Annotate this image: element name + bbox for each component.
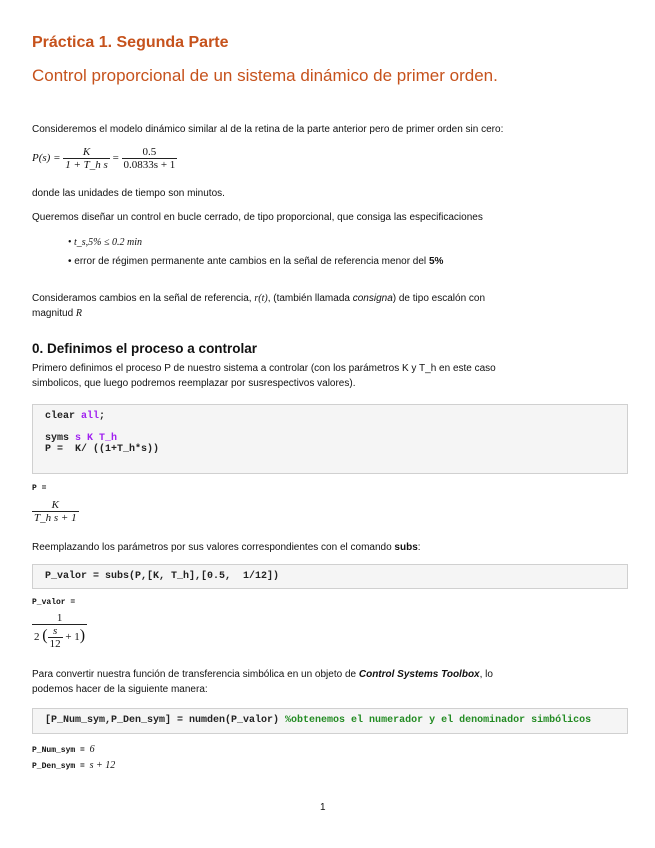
section-0-line2: simbolicos, que luego podremos reemplazar por susrespectivos valores). (32, 378, 356, 389)
ref-line2: magnitud (32, 308, 76, 319)
section-0-text (32, 361, 622, 391)
subs-text-pre: Reemplazando los parámetros por sus valores correspondientes con el comando (32, 542, 395, 553)
output-pvalor-fraction (32, 612, 87, 650)
output-p-value (32, 499, 622, 524)
eq-num2: 0.5 (142, 146, 157, 158)
pvalor-inner-fraction (48, 625, 63, 650)
output-pvalor-den: 2 ( $\frac{s}{12}$ + 1) (34, 625, 86, 650)
pvalor-fnum: s (52, 625, 58, 637)
output-num-label: P_Num_sym = (32, 746, 85, 755)
reference-text (32, 291, 622, 321)
subs-text (32, 540, 622, 555)
ref-r: r(t) (254, 293, 268, 304)
eq-den2: 0.0833s + 1 (123, 159, 176, 171)
goal-text: Queremos diseñar un control en bucle cerrado, de tipo proporcional, que consiga las especificaciones (32, 212, 483, 223)
output-num-value: 6 (89, 744, 95, 755)
eq-fraction-symbolic (63, 146, 110, 171)
code1-syms: syms (45, 433, 76, 444)
code1-all: all (81, 411, 100, 422)
code1-semicolon: ; (99, 411, 106, 422)
ref-post: ) de tipo escalón con (392, 293, 486, 304)
ref-pre: Consideramos cambios en la señal de referencia, (32, 293, 255, 304)
spec-error-text: error de régimen permanente ante cambios en la señal de referencia menor del (74, 256, 429, 267)
subs-text-post: : (417, 542, 421, 553)
ref-R: R (75, 308, 83, 319)
pvalor-lead: 2 (34, 631, 40, 644)
ref-mid: , (también llamada (267, 293, 353, 304)
eq-lhs: P(s) = (32, 152, 61, 165)
units-text: donde las unidades de tiempo son minutos. (32, 188, 225, 199)
output-pvalor-num: 1 (56, 612, 63, 624)
output-den-value: s + 12 (89, 760, 116, 771)
code-cell-2[interactable]: P_valor = subs(P,[K, T_h],[0.5, 1/12]) (32, 564, 628, 589)
pvalor-tail: + 1 (65, 631, 80, 644)
code-cell-3[interactable] (32, 708, 628, 734)
code3-comment: %obtenemos el numerador y el denominador simbólicos (285, 715, 592, 726)
code1-p-def: P = K/ ((1+T_h*s)) (45, 444, 160, 455)
output-pvalor-label: P_valor = (32, 598, 76, 607)
page-number: 1 (320, 802, 326, 813)
page-title: Práctica 1. Segunda Parte (32, 34, 229, 51)
code1-syms-args: s K T_h (75, 433, 118, 444)
subs-command: subs (394, 542, 418, 553)
section-0-line1: Primero definimos el proceso P de nuestro sistema a controlar (con los parámetros K y T_h en este caso (32, 363, 496, 374)
code3-statement: [P_Num_sym,P_Den_sym] = numden(P_valor) (45, 715, 286, 726)
equation-transfer-function (32, 146, 622, 171)
eq-num1: K (82, 146, 91, 158)
convert-text (32, 667, 622, 697)
spec-settling-time: t_s,5% ≤ 0.2 min (74, 237, 143, 248)
convert-pre: Para convertir nuestra función de transferencia simbólica en un objeto de (32, 669, 359, 680)
convert-post: , lo (479, 669, 493, 680)
output-p-num: K (51, 499, 59, 511)
intro-text: Consideremos el modelo dinámico similar al de la retina de la parte anterior pero de primer orden sin cero: (32, 124, 504, 135)
output-p-fraction (32, 499, 79, 524)
section-0-heading: 0. Definimos el proceso a controlar (32, 341, 258, 356)
output-num-line (32, 744, 95, 755)
eq-fraction-numeric (122, 146, 178, 171)
output-den-line (32, 760, 115, 771)
pvalor-fden: 12 (49, 638, 61, 650)
output-p-den: T_h s + 1 (34, 512, 77, 524)
eq-equals: = (112, 152, 119, 165)
code1-clear: clear (45, 411, 82, 422)
output-p-label: P = (32, 484, 47, 493)
convert-line2: podemos hacer de la siguiente manera: (32, 684, 208, 695)
convert-toolbox: Control Systems Toolbox (358, 669, 480, 680)
output-den-label: P_Den_sym = (32, 762, 85, 771)
ref-consigna: consigna (352, 293, 393, 304)
eq-den1: 1 + T_h s (65, 159, 108, 171)
spec-error-value: 5% (428, 256, 444, 267)
code-cell-1[interactable] (32, 404, 628, 474)
spec-bullet-2: • error de régimen permanente ante cambios en la señal de referencia menor del 5% (68, 256, 444, 267)
output-pvalor-value (32, 612, 622, 650)
page-subtitle: Control proporcional de un sistema dinámico de primer orden. (32, 66, 498, 85)
spec-bullet-1: • t_s,5% ≤ 0.2 min (68, 237, 143, 248)
